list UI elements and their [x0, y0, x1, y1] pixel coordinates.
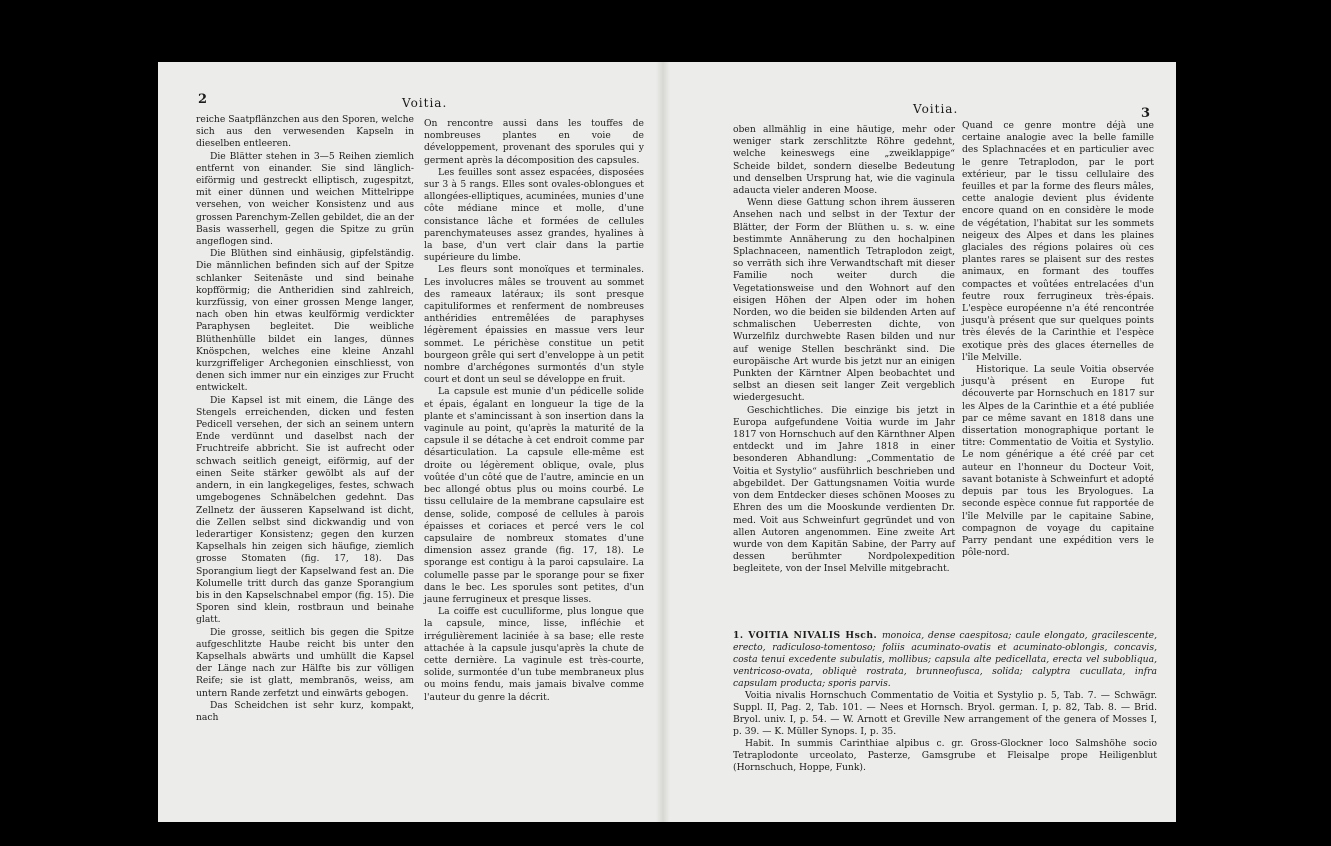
species-diagnosis-text: monoica, dense caespitosa; caule elongato, gracilescente, erecto, radiculoso-tomentoso; foliis acuminato-ovatis et acuminato-oblongis, concavis, costa tenui excedente subulatis, mollibus; capsula alte pedicellata, erecta vel subobliqua, ventricoso-ovata, obliquè rostrata, brunneofusca, solida; calyptra cucullata, infra capsulam producta; sporis parvis.: [733, 630, 1157, 689]
paragraph: oben allmählig in eine häutige, mehr oder weniger stark zerschlitzte Röhre gedehnt, welche keineswegs eine „zweiklappige“ Scheide bildet, sondern dieselbe Bedeutung und denselben Ursprung hat, wie die vaginula adaucta vieler anderen Moose.: [733, 124, 955, 197]
french-text-column: [424, 118, 644, 704]
running-head: Voitia.: [402, 96, 448, 110]
book-spread: [158, 62, 1176, 822]
paragraph: La coiffe est cuculliforme, plus longue que la capsule, mince, lisse, infléchie et irrégulièrement laciniée à sa base; elle reste attachée à la capsule jusqu'après la chute de cette dernière. La vaginule est très-courte, solide, surmontée d'un tube membraneux plus ou moins fendu, mais jamais bivalve comme l'auteur du genre la décrit.: [424, 606, 644, 703]
species-synonymy: Voitia nivalis Hornschuch Commentatio de Voitia et Systylio p. 5, Tab. 7. — Schwägr. Suppl. II, Pag. 2, Tab. 101. — Nees et Hornsch. Bryol. german. I, p. 82, Tab. 8. — Brid. Bryol. univ. I, p. 54. — W. Arnott et Greville New arrangement of the genera of Mosses I, p. 39. — K. Müller Synops. I, p. 35.: [733, 690, 1157, 737]
paragraph: Die Kapsel ist mit einem, die Länge des Stengels erreichenden, dicken und festen Pedicell versehen, der sich an seinem untern Ende verdünnt und daselbst nach der Fruchtreife abbricht. Sie ist aufrecht oder schwach seitlich geneigt, eiförmig, auf der einen Seite stärker gewölbt als auf der andern, in ein langkegeliges, festes, schwach umgebogenes Schnäbelchen gedehnt. Das Zellnetz der äusseren Kapselwand ist dicht, die Zellen selbst sind dickwandig und von lederartiger Konsistenz; gegen den kurzen Kapselhals hin zeigen sich häufige, ziemlich grosse Stomaten (fig. 17, 18). Das Sporangium liegt der Kapselwand fest an. Die Kolumelle tritt durch das ganze Sporangium bis in den Kapselschnabel empor (fig. 15). Die Sporen sind klein, rostbraun und beinahe glatt.: [196, 394, 414, 626]
page-number: 3: [1141, 106, 1151, 121]
french-text-column: [962, 120, 1154, 559]
german-text-column: [733, 124, 955, 576]
paragraph: La capsule est munie d'un pédicelle solide et épais, égalant en longueur la tige de la plante et s'amincissant à son insertion dans la vaginule au point, qu'après la maturité de la capsule il se détache à cet endroit comme par désarticulation. La capsule elle-même est droite ou légèrement oblique, ovale, plus voûtée d'un côté que de l'autre, amincie en un bec allongé obtus plus ou moins courbé. Le tissu cellulaire de la membrane capsulaire est dense, solide, composé de cellules à parois épaisses et coriaces et percé vers le col capsulaire de nombreux stomates d'une dimension assez grande (fig. 17, 18). Le sporange est contigu à la paroi capsulaire. La columelle passe par le sporange pour se fixer dans le bec. Les sporules sont petites, d'un jaune ferrugineux et presque lisses.: [424, 386, 644, 605]
species-heading: 1. VOITIA NIVALIS Hsch.: [733, 630, 882, 641]
paragraph: Die grosse, seitlich bis gegen die Spitze aufgeschlitzte Haube reicht bis unter den Kapselhals abwärts und umhüllt die Kapsel der Länge nach zur Hälfte bis zur völligen Reife; sie ist glatt, membranös, weiss, am untern Rande zerfetzt und einwärts gebogen.: [196, 626, 414, 699]
paragraph: Historique. La seule Voitia observée jusqu'à présent en Europe fut découverte par Hornschuch en 1817 sur les Alpes de la Carinthie et a été publiée par ce même savant en 1818 dans une dissertation monographique portant le titre: Commentatio de Voitia et Systylio. Le nom générique a été créé par cet auteur en l'honneur du Docteur Voit, savant botaniste à Schweinfurt et adopté depuis par tous les Bryologues. La seconde espèce connue fut rapportée de l'île Melville par le capitaine Sabine, compagnon de voyage du capitaine Parry pendant une expédition vers le pôle-nord.: [962, 364, 1154, 559]
paragraph: Die Blüthen sind einhäusig, gipfelständig. Die männlichen befinden sich auf der Spitze schlanker Seitenäste und sind beinahe kopfförmig; die Antheridien sind zahlreich, kurzfüssig, von einer grossen Menge langer, nach oben hin etwas keulförmig verdickter Paraphysen begleitet. Die weibliche Blüthenhülle bildet ein langes, dünnes Knöspchen, welches eine kleine Anzahl kurzgriffeliger Archegonien einschliesst, von denen sich immer nur ein einziges zur Frucht entwickelt.: [196, 248, 414, 394]
species-habitat: Habit. In summis Carinthiae alpibus c. gr. Gross-Glockner loco Salmshöhe socio Tetraplodonte urceolato, Pasterze, Gamsgrube et Fleisalpe prope Heiligenblut (Hornschuch, Hoppe, Funk).: [733, 738, 1157, 773]
species-diagnosis: [733, 630, 1157, 690]
german-text-column: [196, 114, 414, 724]
right-page: [663, 62, 1176, 822]
paragraph: Die Blätter stehen in 3—5 Reihen ziemlich entfernt von einander. Sie sind länglich-eiförmig und gestreckt elliptisch, zugespitzt, mit einer dünnen und weichen Mittelrippe versehen, von weicher Konsistenz und aus grossen Parenchym-Zellen gebildet, die an der Basis wasserhell, gegen die Spitze zu grün angeflogen sind.: [196, 150, 414, 248]
running-head: Voitia.: [913, 102, 959, 116]
paragraph: Wenn diese Gattung schon ihrem äusseren Ansehen nach und selbst in der Textur der Blätter, der Form der Blüthen u. s. w. eine bestimmte Annäherung zu den hochalpinen Splachnaceen, namentlich Tetraplodon zeigt, so verräth sich ihre Verwandtschaft mit dieser Familie noch weiter durch die Vegetationsweise und den Wohnort auf den eisigen Höhen der Alpen oder im hohen Norden, wo die beiden sie bildenden Arten auf schmalischen Ueberresten dichte, von Wurzelfilz durchwebte Rasen bilden und nur auf wenige Stellen beschränkt sind. Die europäische Art wurde bis jetzt nur an einigen Punkten der Kärntner Alpen beobachtet und selbst an diesen seit langer Zeit vergeblich wiedergesucht.: [733, 197, 955, 404]
paragraph: Les fleurs sont monoïques et terminales. Les involucres mâles se trouvent au sommet des rameaux latéraux; ils sont presque capituliformes et renferment de nombreuses anthéridies entremêlées de paraphyses légèrement épaissies en massue vers leur sommet. Le périchèse constitue un petit bourgeon grêle qui sert d'enveloppe à un petit nombre d'archégones surmontés d'un style court et dont un seul se développe en fruit.: [424, 264, 644, 386]
paragraph: On rencontre aussi dans les touffes de nombreuses plantes en voie de développement, provenant des sporules qui y germent après la décomposition des capsules.: [424, 118, 644, 166]
paragraph: Das Scheidchen ist sehr kurz, kompakt, nach: [196, 699, 414, 723]
paragraph: Quand ce genre montre déjà une certaine analogie avec la belle famille des Splachnacées et en particulier avec le genre Tetraplodon, par le port extérieur, par le tissu cellulaire des feuilles et par la forme des fleurs mâles, cette analogie devient plus évidente encore quand on en considère le mode de végétation, l'habitat sur les sommets neigeux des Alpes et dans les plaines glaciales des régions polaires où ces plantes rares se plaisent sur des restes animaux, en formant des touffes compactes et voûtées entrelacées d'un feutre roux ferrugineux très-épais. L'espèce européenne n'a été rencontrée jusqu'à présent que sur quelques points très élevés de la Carinthie et l'espèce exotique près des glaces éternelles de l'île Melville.: [962, 120, 1154, 363]
paragraph: Geschichtliches. Die einzige bis jetzt in Europa aufgefundene Voitia wurde im Jahr 1817 von Hornschuch auf den Kärnthner Alpen entdeckt und im Jahre 1818 in einer besonderen Abhandlung: „Commentatio de Voitia et Systylio“ ausführlich beschrieben und abgebildet. Der Gattungsnamen Voitia wurde von dem Entdecker dieses schönen Mooses zu Ehren des um die Mooskunde verdienten Dr. med. Voit aus Schweinfurt gegründet und von allen Autoren angenommen. Eine zweite Art wurde von dem Kapitän Sabine, der Parry auf dessen berühmter Nordpolexpedition begleitete, von der Insel Melville mitgebracht.: [733, 404, 955, 575]
page-number: 2: [198, 92, 208, 107]
species-description: [733, 630, 1157, 774]
paragraph: Les feuilles sont assez espacées, disposées sur 3 à 5 rangs. Elles sont ovales-oblongues et allongées-elliptiques, acuminées, munies d'une côte médiane mince et molle, d'une consistance lâche et formées de cellules parenchymateuses assez grandes, hyalines à la base, d'un vert clair dans la partie supérieure du limbe.: [424, 166, 644, 264]
paragraph: reiche Saatpflänzchen aus den Sporen, welche sich aus den verwesenden Kapseln in dieselben entleeren.: [196, 114, 414, 150]
left-page: [158, 62, 663, 822]
